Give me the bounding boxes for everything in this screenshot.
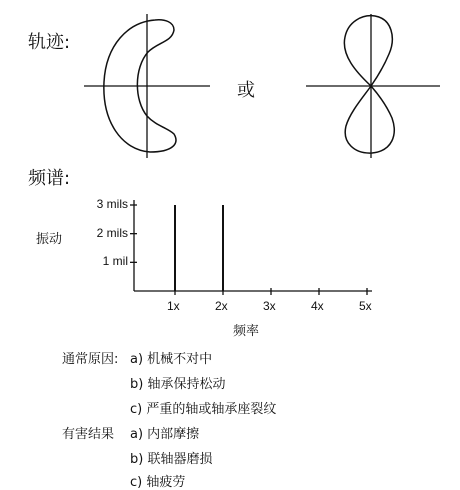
chart-y-label: 振动 <box>36 232 63 247</box>
y-tick-label: 2 mils <box>96 225 128 240</box>
spectrum-heading: 频谱: <box>28 168 71 189</box>
x-tick-label: 2x <box>215 299 228 313</box>
orbit-or-label: 或 <box>237 80 255 101</box>
x-tick-label: 5x <box>359 299 372 313</box>
y-tick-label: 1 mil <box>102 254 128 269</box>
x-tick-label: 4x <box>311 299 324 313</box>
y-tick-label: 3 mils <box>96 197 128 211</box>
orbit-heading: 轨迹: <box>28 32 71 53</box>
x-tick-label: 3x <box>263 299 276 313</box>
cause-item: b) 轴承保持松动 <box>130 377 226 392</box>
cause-item: a) 机械不对中 <box>130 352 213 367</box>
effect-item: b) 联轴器磨损 <box>130 452 213 467</box>
effects-label: 有害结果 <box>62 427 115 442</box>
effect-item: a) 内部摩擦 <box>130 427 200 442</box>
x-tick-label: 1x <box>167 299 180 313</box>
causes-label: 通常原因: <box>62 352 119 367</box>
chart-x-label: 频率 <box>233 324 260 339</box>
cause-item: c) 严重的轴或轴承座裂纹 <box>130 402 277 417</box>
effect-item: c) 轴疲劳 <box>130 475 186 490</box>
